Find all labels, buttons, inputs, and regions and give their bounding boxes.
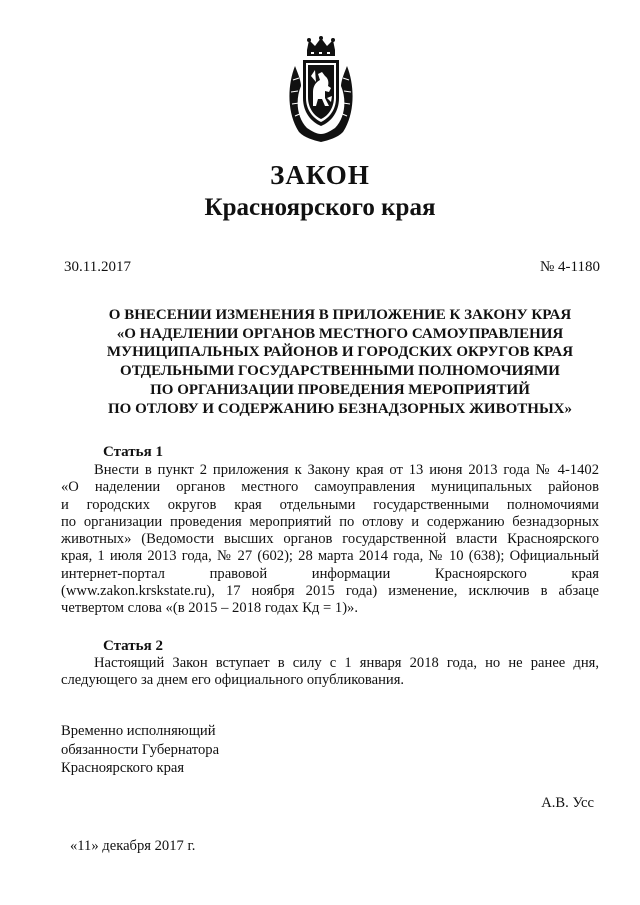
- text-line: Внести в пункт 2 приложения к Закону края от 13 июня 2013 года № 4-1402: [94, 462, 599, 478]
- signer-line: Временно исполняющий: [61, 723, 216, 739]
- heading-line: О ВНЕСЕНИИ ИЗМЕНЕНИЯ В ПРИЛОЖЕНИЕ К ЗАКОНУ КРАЯ: [108, 307, 572, 323]
- law-heading: [60, 306, 620, 418]
- article-2-title: Статья 2: [103, 638, 163, 654]
- heading-line: ПО ОТЛОВУ И СОДЕРЖАНИЮ БЕЗНАДЗОРНЫХ ЖИВОТНЫХ»: [107, 400, 573, 417]
- article-2-text: [61, 655, 599, 690]
- article-1-text: [61, 462, 599, 618]
- text-line: интернет-портал правовой информации Красноярского края: [61, 565, 599, 582]
- text-line: следующего за днем его официального опубликования.: [61, 672, 405, 689]
- signer-position: [61, 722, 219, 778]
- signer-name: А.В. Усс: [541, 795, 594, 811]
- text-line: (www.zakon.krskstate.ru), 17 ноября 2015 года) изменение, исключив в абзаце: [61, 583, 599, 600]
- coat-of-arms-icon: [285, 36, 357, 144]
- heading-line: «О НАДЕЛЕНИИ ОРГАНОВ МЕСТНОГО САМОУПРАВЛЕНИЯ: [116, 325, 564, 342]
- text-line: и городских округов края отдельными государственными полномочиями: [61, 496, 599, 513]
- document-subtitle: Красноярского края: [204, 194, 436, 221]
- signer-line: Красноярского края: [61, 760, 185, 776]
- text-line: четвертом слова «(в 2015 – 2018 годах Кд = 1)».: [61, 600, 358, 617]
- signing-date: «11» декабря 2017 г.: [70, 838, 196, 854]
- article-1-title: Статья 1: [103, 444, 163, 460]
- document-title: ЗАКОН: [270, 160, 370, 190]
- heading-line: ОТДЕЛЬНЫМИ ГОСУДАРСТВЕННЫМИ ПОЛНОМОЧИЯМИ: [120, 363, 560, 380]
- heading-line: ПО ОРГАНИЗАЦИИ ПРОВЕДЕНИЯ МЕРОПРИЯТИЙ: [150, 381, 530, 398]
- heading-line: МУНИЦИПАЛЬНЫХ РАЙОНОВ И ГОРОДСКИХ ОКРУГОВ КРАЯ: [106, 344, 574, 361]
- signer-line: обязанности Губернатора: [61, 741, 220, 758]
- text-line: края, 1 июля 2013 года, № 27 (602); 28 марта 2014 года, № 10 (638); Официальный: [61, 548, 599, 565]
- text-line: «О наделении органов местного самоуправления муниципальных районов: [61, 479, 599, 496]
- text-line: по организации проведения мероприятий по отлову и содержанию безнадзорных: [61, 513, 599, 530]
- document-date: 30.11.2017: [64, 259, 131, 275]
- document-number: № 4-1180: [540, 259, 600, 275]
- text-line: животных» (Ведомости высших органов государственной власти Красноярского: [61, 531, 599, 548]
- text-line: Настоящий Закон вступает в силу с 1 января 2018 года, но не ранее дня,: [94, 655, 599, 671]
